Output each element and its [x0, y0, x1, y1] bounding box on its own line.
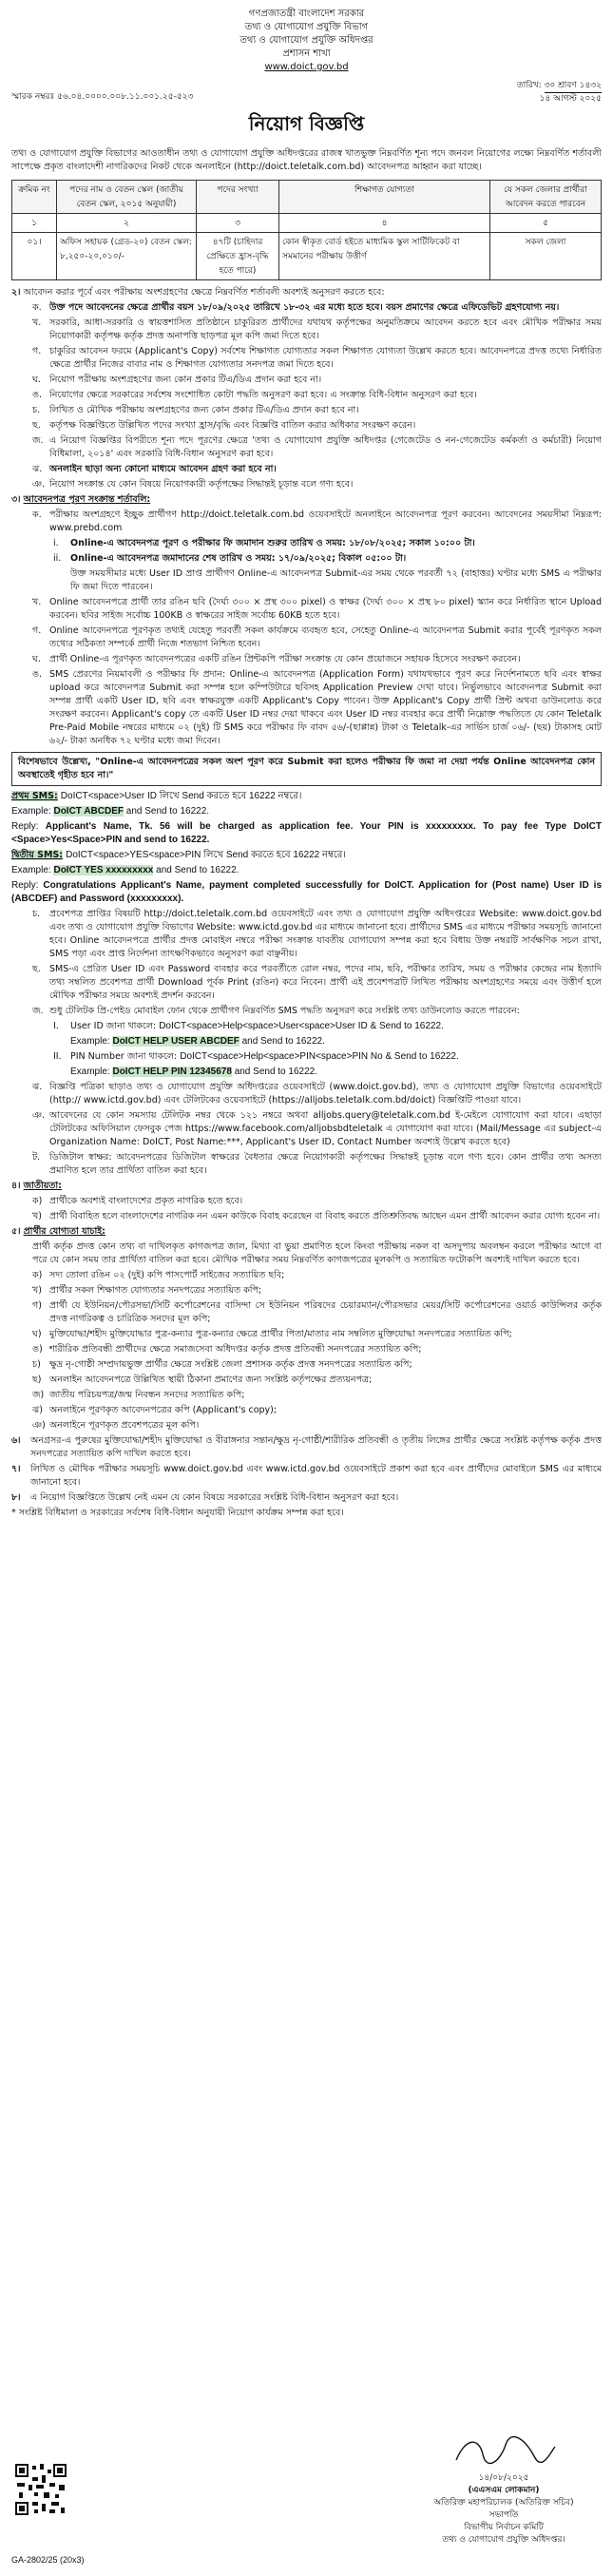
application-item-text: প্রার্থী Online-এ পূরণকৃত আবেদনপত্রের একটি রঙিন প্রিন্টকপি পরীক্ষা সংক্রান্ত যে কোন প্রয়োজনে সহায়ক হিসেবে সংরক্ষণ করবেন।: [49, 654, 521, 664]
application-end-text: Online-এ আবেদনপত্র জমাদানের শেষ তারিখ ও সময়: ১৭/০৯/২০২৫; বিকাল ০৫:০০ টা।: [70, 553, 407, 564]
posts-table: [11, 180, 602, 280]
document-text: অনলাইনে পূরণকৃত প্রবেশপত্রের মূল কপি।: [49, 1420, 200, 1431]
signature-block: [413, 2433, 594, 2547]
condition-num: খ.: [32, 317, 42, 328]
col-num: ২: [57, 214, 197, 233]
cell-serial: ০১।: [12, 233, 57, 280]
nationality-num: ক): [32, 1196, 43, 1206]
application-item-text: বিজ্ঞপ্তি পত্রিকা ছাড়াও তথ্য ও যোগাযোগ প্রযুক্তি অধিদপ্তরের ওয়েবসাইটে (www.doict.gov.bd), তথ্য ও যোগাযোগ প্রযুক্তি বিভাগের ওয়েবসাইটে (http:// www.ictd.gov.bd) এবং টেলিটকের ওয়েবসাইটে (https://alljobs.teletalk.com.bd/doict) বিজ্ঞপ্তিটি পাওয়া যাবে।: [49, 1082, 602, 1105]
help-example-code: DoICT HELP PIN 12345678: [112, 1067, 232, 1077]
eligibility-intro-text: প্রার্থী কর্তৃক প্রদত্ত কোন তথ্য বা দাখিলকৃত কাগজপত্র জাল, মিথ্যা বা ভুয়া প্রমাণিত হলে কিংবা পরীক্ষায় নকল বা অসদুপায় অবলম্বন করলে পরীক্ষার আগে বা পরে যে কোন সময় তার প্রার্থিতা বাতিল করা হবে। মৌখিক পরীক্ষার সময় নিম্নবর্ণিত কাগজপত্রের মূলকপি ও সত্যায়িত ফটোকপি অবশ্যই দাখিল করতে হবে।: [32, 1241, 602, 1265]
document-text: ক্ষুদ্র নৃ-গোষ্ঠী সম্প্রদায়ভুক্ত প্রার্থীর ক্ষেত্রে সংশ্লিষ্ট জেলা প্রশাসক কর্তৃক প্রদত্ত সনদপত্রের সত্যায়িত কপি;: [49, 1359, 412, 1370]
application-item-text: Online আবেদনপত্রে পূরণকৃত তথ্যই যেহেতু পরবর্তী সকল কার্যক্রমে ব্যবহৃত হবে, সেহেতু Online-এ আবেদনপত্র Submit করার পূর্বেই পূরণকৃত সকল তথ্যের সঠিকতা সম্পর্কে প্রার্থী নিজে শতভাগ নিশ্চিত হবেন।: [49, 625, 602, 649]
conditions-section: [11, 286, 602, 491]
condition-num: গ.: [32, 346, 42, 356]
intro-text: তথ্য ও যোগাযোগ প্রযুক্তি বিভাগের আওতাধীন তথ্য ও যোগাযোগ প্রযুক্তি অধিদপ্তরের রাজস্ব খাতভুক্ত নিম্নবর্ণিত শূন্য পদে জনবল নিয়োগের লক্ষ্যে নিম্নবর্ণিত শর্তাবলী সাপেক্ষে প্রকৃত বাংলাদেশী নাগরিকদের নিকট থেকে অনলাইনে (http://doict.teletalk.com.bd) আবেদনপত্র আহ্বান করা যাচ্ছে।: [11, 148, 602, 172]
sms1-example-code: DoICT ABCDEF: [53, 806, 124, 817]
application-item: ঙ. SMS প্রেরণের নিয়মাবলী ও পরীক্ষার ফি প্রদান: Online-এ আবেদনপত্র (Application Form) যথাযথভাবে পূরণ করে নির্দেশনামতে ছবি এবং স্বাক্ষর upload করে আবেদনপত্র Submit করা সম্পন্ন হলে কম্পিউটারে ছবিসহ Application Preview দেখা যাবে। নির্ভুলভাবে আবেদনপত্র Submit করা সম্পন্ন প্রার্থী একটি User ID, ছবি এবং স্বাক্ষরযুক্ত একটি Applicant's Copy পাবেন। উক্ত Applicant's Copy প্রার্থী প্রিন্ট অথবা ডাউনলোড করে সংরক্ষণ করবেন। Applicant's copy তে একটি User ID নম্বর দেয়া থাকবে এবং User ID নম্বর ব্যবহার করে প্রার্থী নিম্নোক্ত পদ্ধতিতে যে কোন Teletalk Pre-Paid Mobile নম্বরের মাধ্যমে ০২ (দুই) টি SMS করে পরীক্ষার ফি বাবদ ৫৬/-(ছাপ্পান্ন) টাকা ও Teletalk-এর সার্ভিস চার্জ ০৬/- (ছয়) টাকাসহ মোট ৬২/- টাকা অনধিক ৭২ ঘণ্টার মধ্যে জমা দিবেন।: [32, 669, 602, 746]
condition-text: নিয়োগের ক্ষেত্রে সরকারের সর্বশেষ সংশোধিত কোটা পদ্ধতি অনুসরণ করা হবে। এ সংক্রান্ত বিধি-বিধান অনুসরণ করা হবে।: [49, 390, 477, 400]
document-item: [32, 1269, 602, 1282]
sms1-example-tail: and Send to 16222.: [125, 806, 210, 817]
application-item-text: Online আবেদনপত্রে প্রার্থী তার রঙিন ছবি (দৈর্ঘ্য ৩০০ × প্রস্থ ৩০০ pixel) ও স্বাক্ষর (দৈর্ঘ্য ৩০০ × প্রস্থ ৮০ pixel) স্ক্যান করে নির্ধারিত স্থানে Upload করবেন। ছবির সাইজ সর্বোচ্চ 100KB ও স্বাক্ষরের সাইজ সর্বোচ্চ 60KB হতে হবে।: [49, 597, 602, 621]
sms2-reply-label: Reply:: [11, 880, 39, 891]
document-num: ঝ): [32, 1405, 43, 1415]
condition-item: [32, 463, 602, 476]
signatory-name: (এএসএম লোকমান): [468, 2486, 540, 2495]
application-end: ii. Online-এ আবেদনপত্র জমাদানের শেষ তারিখ ও সময়: ১৭/০৯/২০২৫; বিকাল ০৫:০০ টা।: [53, 552, 602, 566]
cell-education: কোন স্বীকৃত বোর্ড হইতে মাধ্যমিক স্কুল সার্টিফিকেট বা সমমানের পরীক্ষায় উত্তীর্ণ: [279, 233, 490, 280]
sms2-example-label: Example:: [11, 865, 51, 875]
misc-text: লিখিত ও মৌখিক পরীক্ষার সময়সূচি www.doict.gov.bd এবং www.ictd.gov.bd ওয়েবসাইটে প্রকাশ করা হবে এবং প্রার্থীদের মোবাইলে SMS এর মাধ্যমে জানানো হবে।: [30, 1464, 602, 1488]
division-name: তথ্য ও যোগাযোগ প্রযুক্তি বিভাগ: [244, 22, 369, 32]
document-num: ঞ): [32, 1420, 46, 1431]
sms2-example-code: DoICT YES xxxxxxxxx: [53, 865, 154, 875]
warning-text: বিশেষভাবে উল্লেখ্য, "Online-এ আবেদনপত্রের সকল অংশ পূরণ করে Submit করা হলেও পরীক্ষার ফি জমা না দেয়া পর্যন্ত Online আবেদনপত্র কোন অবস্থাতেই গৃহীত হবে না।": [18, 757, 595, 780]
eligibility-intro: [32, 1240, 602, 1267]
help-example-code: DoICT HELP USER ABCDEF: [112, 1036, 239, 1047]
branch-name: প্রশাসন শাখা: [282, 48, 331, 59]
sms1-reply-label: Reply:: [11, 821, 39, 832]
signatory-designation: অতিরিক্ত মহাপরিচালক (অতিরিক্ত সচিব): [433, 2498, 574, 2508]
cell-district: সকল জেলা: [490, 233, 602, 280]
document-num: ঘ): [32, 1329, 42, 1339]
condition-text: উক্ত পদে আবেদনের ক্ষেত্রে প্রার্থীর বয়স ১৮/০৯/২০২৫ তারিখে ১৮-৩২ এর মধ্যে হতে হবে। বয়স প্রমাণের ক্ষেত্রে এফিডেভিট গ্রহণযোগ্য নয়।: [49, 302, 560, 313]
eligibility-head: ৫। প্রার্থীর যোগ্যতা যাচাই:: [11, 1226, 105, 1237]
document-text: মুক্তিযোদ্ধা/শহীদ মুক্তিযোদ্ধার পুত্র-কন্যার পুত্র-কন্যার ক্ষেত্রে প্রার্থীর পিতা/মাতার নাম সম্বলিত মুক্তিযোদ্ধা সনদপত্রের সত্যায়িত কপি;: [49, 1329, 512, 1339]
condition-num: ঝ.: [32, 464, 43, 474]
condition-num: ঙ.: [32, 390, 42, 400]
signatory-committee: বিভাগীয় নির্বাচন কমিটি: [464, 2523, 544, 2532]
help-example-tail: and Send to 16222.: [241, 1036, 325, 1047]
col-education: শিক্ষাগত যোগ্যতা: [279, 181, 490, 214]
application-item: ছ. SMS-এ প্রেরিত User ID এবং Password ব্যবহার করে পরবর্তীতে রোল নম্বর, পদের নাম, ছবি, পরীক্ষার তারিখ, সময় ও পরীক্ষার কেন্দ্রের নাম ইত্যাদি তথ্য সম্বলিত প্রবেশপত্র প্রার্থী Download পূর্বক Print (রঙিন) করে নিবেন। প্রার্থী এই প্রবেশপত্রটি লিখিত পরীক্ষায় অংশগ্রহণের সময়ে এবং উত্তীর্ণ হলে মৌখিক পরীক্ষার সময়ে অবশ্যই প্রদর্শন করবেন।: [32, 964, 602, 1001]
table-header-row: [12, 181, 602, 214]
application-section: [11, 493, 602, 1178]
date-block: [517, 80, 602, 106]
document-item: [32, 1374, 602, 1387]
help-format: DoICT<space>Help<space>User<space>User ID & Send to 16222.: [159, 1021, 444, 1031]
condition-item: [32, 345, 602, 372]
sms2-reply-text: Congratulations Applicant's Name, payment completed successfully for DoICT. Application for (Post name) User ID is (ABCDEF) and Password (xxxxxxxxx).: [11, 880, 602, 904]
sms1-example: [11, 805, 602, 818]
col-serial: ক্রমিক নং: [12, 181, 57, 214]
misc-item: ৬। অনগ্রসর-এ পুরুষের মুক্তিযোদ্ধা/শহীদ মুক্তিযোদ্ধা ও বীরাঙ্গনার সন্তান/ক্ষুদ্র নৃ-গোষ্ঠী/শারীরিক প্রতিবন্ধী ও তৃতীয় লিঙ্গের প্রার্থীর ক্ষেত্রে সংশ্লিষ্ট কর্তৃপক্ষ কর্তৃক প্রদত্ত সনদপত্রের সত্যায়িত কপি দাখিল করতে হবে।: [11, 1435, 602, 1459]
cell-post: অফিস সহায়ক (গ্রেড-২০) বেতন স্কেল: ৮,২৫০-২০,০১০/-: [57, 233, 197, 280]
document-item: [32, 1299, 602, 1326]
nationality-item: [32, 1195, 602, 1208]
misc-item: ৮। এ নিয়োগ বিজ্ঞপ্তিতে উল্লেখ নেই এমন যে কোন বিষয়ে সরকারের সংশ্লিষ্ট বিধি-বিধান অনুসরণ করা হবে।: [11, 1491, 602, 1505]
application-item-text: প্রবেশপত্র প্রাপ্তির বিষয়টি http://doict.teletalk.com.bd ওয়েবসাইটে এবং তথ্য ও যোগাযোগ প্রযুক্তি অধিদপ্তরের Website: www.doict.gov.bd এবং তথ্য ও যোগাযোগ প্রযুক্তি বিভাগের Website: www.ictd.gov.bd এর মাধ্যমে জানানো হবে। প্রার্থীদের SMS এর মাধ্যমে পরীক্ষার সময়সূচি জানানো হবে। Online আবেদনপত্রে প্রার্থীর প্রদত্ত মোবাইল নম্বরে পরীক্ষা সংক্রান্ত যাবতীয় যোগাযোগ সম্পন্ন করা হবে বিধায় উক্ত নম্বরটি সার্বক্ষণিক সচল রাখা, SMS পড়া এবং প্রাপ্ত নির্দেশনা তাৎক্ষণিকভাবে অনুসরণ করা বাঞ্ছনীয়।: [49, 909, 602, 959]
condition-text: কর্তৃপক্ষ বিজ্ঞপ্তিতে উল্লিখিত পদের সংখ্যা হ্রাস/বৃদ্ধি এবং বিজ্ঞপ্তি বাতিল করার অধিকার সংরক্ষণ করেন।: [49, 420, 416, 431]
eligibility-section: [11, 1225, 602, 1432]
document-num: ক): [32, 1270, 43, 1280]
condition-text: নিয়োগ পরীক্ষায় অংশগ্রহণের জন্য কোন প্রকার টিএ/ডিএ প্রদান করা হবে না।: [49, 375, 322, 385]
application-note: [70, 567, 602, 594]
condition-item: [32, 389, 602, 402]
condition-num: ছ.: [32, 420, 41, 431]
website-link[interactable]: www.doict.gov.bd: [264, 62, 349, 72]
col-num: ৫: [490, 214, 602, 233]
condition-text: চাকুরির আবেদন ফরমে (Applicant's Copy) সর্বশেষ শিক্ষাগত যোগ্যতার সকল শিক্ষাগত যোগ্যতা উল্লেখ করতে হবে। আবেদনপত্রে প্রদত্ত তথ্যে নির্ধারিত ক্ষেত্রে প্রার্থীর নিজের বাবার নাম ও শিক্ষাগত যোগ্যতার সনদপত্র জমা দিতে হবে।: [49, 346, 602, 370]
condition-num: ক.: [32, 302, 42, 313]
col-post: পদের নাম ও বেতন স্কেল (জাতীয় বেতন স্কেল, ২০১৫ অনুযায়ী): [57, 181, 197, 214]
date-label: তারিখ:: [516, 81, 542, 90]
application-note-text: উক্ত সময়সীমার মধ্যে User ID প্রাপ্ত প্রার্থীগণ Online-এ আবেদনপত্র Submit-এর সময় থেকে পরবর্তী ৭২ (বাহাত্তর) ঘণ্টার মধ্যে SMS এ পরীক্ষার ফি জমা দিতে পারবেন।: [70, 568, 602, 592]
document-text: অনলাইনে পূরণকৃত আবেদনপত্রের কপি (Applicant's copy);: [49, 1405, 278, 1415]
help-user-example: [70, 1035, 602, 1048]
help-pin: [53, 1050, 602, 1064]
sms2-reply: [11, 879, 602, 906]
condition-text: লিখিত ও মৌখিক পরীক্ষায় অংশগ্রহণের জন্য কোন প্রকার টিএ/ডিএ প্রদান করা হবে না।: [49, 405, 359, 415]
document-item: [32, 1328, 602, 1341]
sms1-example-label: Example:: [11, 806, 51, 817]
application-item: ট. ডিজিটাল স্বাক্ষর: আবেদনপত্রের ডিজিটাল স্বাক্ষরের বৈধতার ক্ষেত্রে নিয়োগকারী কর্তৃপক্ষের সিদ্ধান্তই চূড়ান্ত বলে গণ্য হবে। কোন প্রার্থীর তথ্য অসত্য প্রমাণিত হলে তার প্রার্থিতা বাতিল করা হবে।: [32, 1152, 602, 1176]
condition-num: চ.: [32, 405, 41, 415]
application-intro-text: পরীক্ষায় অংশগ্রহণে ইচ্ছুক প্রার্থীগণ http://doict.teletalk.com.bd ওয়েবসাইটে অনলাইনে আবেদনপত্র পূরণ করবেন। আবেদনের সময়সীমা নিম্নরূপ: www.prebd.com: [49, 509, 602, 533]
application-item: ঘ. প্রার্থী Online-এ পূরণকৃত আবেদনপত্রের একটি রঙিন প্রিন্টকপি পরীক্ষা সংক্রান্ত যে কোন প্রয়োজনে সহায়ক হিসেবে সংরক্ষণ করবেন।: [32, 653, 602, 666]
condition-item: [32, 404, 602, 417]
application-item: চ. প্রবেশপত্র প্রাপ্তির বিষয়টি http://doict.teletalk.com.bd ওয়েবসাইটে এবং তথ্য ও যোগাযোগ প্রযুক্তি অধিদপ্তরের Website: www.doict.gov.bd এবং তথ্য ও যোগাযোগ প্রযুক্তি বিভাগের Website: www.ictd.gov.bd এর মাধ্যমে জানানো হবে। প্রার্থীদের SMS এর মাধ্যমে পরীক্ষার সময়সূচি জানানো হবে। Online আবেদনপত্রে প্রার্থীর প্রদত্ত মোবাইল নম্বরে পরীক্ষা সংক্রান্ত যাবতীয় যোগাযোগ সম্পন্ন করা হবে বিধায় উক্ত নম্বরটি সার্বক্ষণিক সচল রাখা, SMS পড়া এবং প্রাপ্ত নির্দেশনা তাৎক্ষণিকভাবে অনুসরণ করা বাঞ্ছনীয়।: [32, 909, 602, 959]
eligibility-head-text: প্রার্থীর যোগ্যতা যাচাই:: [23, 1226, 105, 1237]
document-num: ছ): [32, 1375, 42, 1385]
condition-text: নিয়োগ সংক্রান্ত যে কোন বিষয়ে নিয়োগকারী কর্তৃপক্ষের সিদ্ধান্তই চূড়ান্ত বলে গণ্য হবে।: [49, 479, 354, 490]
document-text: অনলাইন আবেদনপত্রে উল্লিখিত স্থায়ী ঠিকানা প্রমাণের জন্য সংশ্লিষ্ট কর্তৃপক্ষের প্রত্যয়নপত্র;: [49, 1375, 373, 1385]
application-head-text: আবেদনপত্র পূরণ সংক্রান্ত শর্তাবলি:: [23, 494, 151, 505]
warning-box: [11, 752, 602, 786]
document-text: সদ্য তোলা রঙিন ০২ (দুই) কপি পাসপোর্ট সাইজের সত্যায়িত ছবি;: [49, 1270, 285, 1280]
signatory-office: তথ্য ও যোগাযোগ প্রযুক্তি অধিদপ্তর।: [442, 2535, 565, 2545]
application-item: জ. শুধু টেলিটক প্রি-পেইড মোবাইল ফোন থেকে প্রার্থীগণ নিম্নবর্ণিত SMS পদ্ধতি অনুসরণ করে সংশ্লিষ্ট তথ্য ডাউনলোড করতে পারবেন:: [32, 1005, 602, 1018]
qr-code-icon: [13, 2462, 68, 2517]
application-item: গ. Online আবেদনপত্রে পূরণকৃত তথ্যই যেহেতু পরবর্তী সকল কার্যক্রমে ব্যবহৃত হবে, সেহেতু Online-এ আবেদনপত্র Submit করার পূর্বেই পূরণকৃত সকল তথ্যের সঠিকতা সম্পর্কে প্রার্থী নিজে শতভাগ নিশ্চিত হবেন।: [32, 625, 602, 649]
document-num: ঙ): [32, 1344, 43, 1355]
govt-name: গণপ্রজাতন্ত্রী বাংলাদেশ সরকার: [248, 9, 365, 19]
nationality-num: খ): [32, 1211, 42, 1221]
nationality-text: প্রার্থীকে অবশ্যই বাংলাদেশের প্রকৃত নাগরিক হতে হবে।: [49, 1196, 243, 1206]
application-start-text: Online-এ আবেদনপত্র পূরণ ও পরীক্ষার ফি জমাদান শুরুর তারিখ ও সময়: ১৮/০৮/২০২৫; সকাল ১০:০০ টা।: [70, 538, 475, 548]
help-example-label: Example:: [70, 1036, 110, 1047]
footer-code: GA-2802/25 (20x3): [11, 2555, 85, 2565]
help-example-label: Example:: [70, 1067, 110, 1077]
col-count: পদের সংখ্যা: [197, 181, 279, 214]
table-row: [12, 233, 602, 280]
condition-text: অনলাইন ছাড়া অন্য কোনো মাধ্যমে আবেদন গ্রহণ করা হবে না।: [49, 464, 277, 474]
sms1-reply-text: Applicant's Name, Tk. 56 will be charged as application fee. Your PIN is xxxxxxxxx. To pay fee Type DoICT <Space>Yes<Space>PIN and send to 16222.: [11, 821, 603, 845]
sms2-label: দ্বিতীয় SMS:: [11, 850, 64, 860]
sms2-format: [11, 849, 602, 862]
table-number-row: [12, 214, 602, 233]
application-item-text: ডিজিটাল স্বাক্ষর: আবেদনপত্রের ডিজিটাল স্বাক্ষরের বৈধতার ক্ষেত্রে নিয়োগকারী কর্তৃপক্ষের সিদ্ধান্তই চূড়ান্ত বলে গণ্য হবে। কোন প্রার্থীর তথ্য অসত্য প্রমাণিত হলে তার প্রার্থিতা বাতিল করা হবে।: [49, 1152, 602, 1176]
sms2-example: [11, 864, 602, 877]
application-item: ঞ. আবেদনের যে কোন সমস্যায় টেলিটক নম্বর থেকে ১২১ নম্বরে অথবা alljobs.query@teletalk.com.bd ই-মেইলে যোগাযোগ করা যাবে। এছাড়া টেলিটকের অফিসিয়াল ফেসবুক পেজ https://www.facebook.com/alljobsbdteletalk এ যোগাযোগ করা যাবে। (Mail/Message এর subject-এ Organization Name: DoICT, Post Name:***, Applicant's User ID, Contact Number অবশ্যই উল্লেখ করতে হবে): [32, 1110, 602, 1147]
help-label: PIN Number জানা থাকলে:: [70, 1051, 178, 1062]
application-intro: ক. পরীক্ষায় অংশগ্রহণে ইচ্ছুক প্রার্থীগণ http://doict.teletalk.com.bd ওয়েবসাইটে অনলাইনে আবেদনপত্র পূরণ করবেন। আবেদনের সময়সীমা নিম্নরূপ: www.prebd.com: [32, 509, 602, 533]
footnote: * সংশ্লিষ্ট বিধিমালা ও সরকারের সর্বশেষ বিধি-বিধান অনুযায়ী নিয়োগ কার্যক্রম সম্পন্ন করা হবে।: [11, 1508, 344, 1518]
document-item: [32, 1358, 602, 1372]
conditions-lead: ২। আবেদন করার পূর্বে এবং পরীক্ষায় অংশগ্রহণের ক্ষেত্রে নিম্নবর্ণিত শর্তাবলী অবশ্যই অনুসরণ করতে হবে:: [11, 287, 385, 298]
document-item: [32, 1389, 602, 1402]
condition-item: [32, 317, 602, 343]
col-num: ৪: [279, 214, 490, 233]
misc-text: অনগ্রসর-এ পুরুষের মুক্তিযোদ্ধা/শহীদ মুক্তিযোদ্ধা ও বীরাঙ্গনার সন্তান/ক্ষুদ্র নৃ-গোষ্ঠী/শারীরিক প্রতিবন্ধী ও তৃতীয় লিঙ্গের প্রার্থীর ক্ষেত্রে সংশ্লিষ্ট কর্তৃপক্ষ কর্তৃক প্রদত্ত সনদপত্রের সত্যায়িত কপি দাখিল করতে হবে।: [30, 1435, 602, 1459]
condition-item: [32, 419, 602, 433]
sms1-label: প্রথম SMS:: [11, 791, 58, 801]
date-gregorian: ১৪ আগস্ট ২০২৫: [539, 94, 602, 104]
application-item-text: আবেদনের যে কোন সমস্যায় টেলিটক নম্বর থেকে ১২১ নম্বরে অথবা alljobs.query@teletalk.com.bd ই-মেইলে যোগাযোগ করা যাবে। এছাড়া টেলিটকের অফিসিয়াল ফেসবুক পেজ https://www.facebook.com/alljobsbdteletalk এ যোগাযোগ করা যাবে। (Mail/Message এর subject-এ Organization Name: DoICT, Post Name:***, Applicant's User ID, Contact Number অবশ্যই উল্লেখ করতে হবে): [49, 1110, 602, 1147]
condition-item: [32, 374, 602, 387]
sms1-reply: [11, 820, 602, 847]
nationality-text: প্রার্থী বিবাহিত হলে বাংলাদেশের নাগরিক নন এমন কাউকে বিবাহ করেছেন বা বিবাহ করতে প্রতিশ্রুতিবদ্ধ আছেন এমন প্রার্থী আবেদন করার যোগ্য হবেন না।: [49, 1211, 601, 1221]
intro-paragraph: [11, 147, 602, 174]
col-num: ৩: [197, 214, 279, 233]
nationality-section: [11, 1180, 602, 1223]
col-district: যে সকল জেলার প্রার্থীরা আবেদন করতে পারবেন: [490, 181, 602, 214]
date-bangla: ৩০ শ্রাবণ ১৪৩২: [545, 80, 602, 93]
application-item-text: শুধু টেলিটক প্রি-পেইড মোবাইল ফোন থেকে প্রার্থীগণ নিম্নবর্ণিত SMS পদ্ধতি অনুসরণ করে সংশ্লিষ্ট তথ্য ডাউনলোড করতে পারবেন:: [49, 1006, 520, 1016]
document-item: [32, 1284, 602, 1298]
application-item: ঝ. বিজ্ঞপ্তি পত্রিকা ছাড়াও তথ্য ও যোগাযোগ প্রযুক্তি অধিদপ্তরের ওয়েবসাইটে (www.doict.gov.bd), তথ্য ও যোগাযোগ প্রযুক্তি বিভাগের ওয়েবসাইটে (http:// www.ictd.gov.bd) এবং টেলিটকের ওয়েবসাইটে (https://alljobs.teletalk.com.bd/doict) বিজ্ঞপ্তিটি পাওয়া যাবে।: [32, 1082, 602, 1105]
nationality-head-text: জাতীয়তা:: [23, 1181, 62, 1191]
document-item: [32, 1343, 602, 1356]
document-num: জ): [32, 1390, 45, 1400]
condition-item: [32, 301, 602, 315]
document-num: চ): [32, 1359, 41, 1370]
condition-num: ঘ.: [32, 375, 41, 385]
signature-date: ১৪/০৮/২০২৫: [478, 2473, 529, 2483]
col-num: ১: [12, 214, 57, 233]
nationality-head: ৪। জাতীয়তা:: [11, 1181, 62, 1191]
signature-mark-icon: [447, 2433, 561, 2468]
condition-item: [32, 478, 602, 491]
sms1-format-text: DoICT<space>User ID লিখে Send করতে হবে 16222 নম্বরে।: [60, 791, 302, 801]
condition-num: জ.: [32, 435, 44, 446]
help-num: I.: [53, 1021, 59, 1031]
misc-item: ৭। লিখিত ও মৌখিক পরীক্ষার সময়সূচি www.doict.gov.bd এবং www.ictd.gov.bd ওয়েবসাইটে প্রকাশ করা হবে এবং প্রার্থীদের মোবাইলে SMS এর মাধ্যমে জানানো হবে।: [11, 1464, 602, 1488]
sms2-example-tail: and Send to 16222.: [156, 865, 239, 875]
sms1-format: [11, 790, 602, 803]
help-label: User ID জানা থাকলে:: [70, 1021, 157, 1031]
directorate-name: তথ্য ও যোগাযোগ প্রযুক্তি অধিদপ্তর: [239, 35, 374, 46]
conditions-lead-text: আবেদন করার পূর্বে এবং পরীক্ষায় অংশগ্রহণের ক্ষেত্রে নিম্নবর্ণিত শর্তাবলী অবশ্যই অনুসরণ করতে হবে:: [23, 287, 385, 298]
misc-text: এ নিয়োগ বিজ্ঞপ্তিতে উল্লেখ নেই এমন যে কোন বিষয়ে সরকারের সংশ্লিষ্ট বিধি-বিধান অনুসরণ করা হবে।: [30, 1492, 399, 1503]
document-item: [32, 1419, 602, 1432]
page-title: নিয়োগ বিজ্ঞপ্তি: [248, 112, 365, 135]
application-item-text: SMS-এ প্রেরিত User ID এবং Password ব্যবহার করে পরবর্তীতে রোল নম্বর, পদের নাম, ছবি, পরীক্ষার তারিখ, সময় ও পরীক্ষার কেন্দ্রের নাম ইত্যাদি তথ্য সম্বলিত প্রবেশপত্র প্রার্থী Download পূর্বক Print (রঙিন) করে নিবেন। প্রার্থী এই প্রবেশপত্রটি লিখিত পরীক্ষায় অংশগ্রহণের সময়ে এবং উত্তীর্ণ হলে মৌখিক পরীক্ষার সময়ে অবশ্যই প্রদর্শন করবেন।: [49, 964, 602, 1001]
document-item: [32, 1404, 602, 1417]
document-text: প্রার্থীর সকল শিক্ষাগত যোগ্যতার সনদপত্রের সত্যায়িত কপি;: [49, 1285, 262, 1296]
memo-number: স্মারক নম্বরঃ ৫৬.০৪.০০০০.০০৮.১১.০০১.২৫-৫২৩: [11, 92, 194, 102]
condition-num: ঞ.: [32, 479, 46, 490]
condition-text: এ নিয়োগ বিজ্ঞপ্তির বিপরীতে শূন্য পদে পূরণের ক্ষেত্রে 'তথ্য ও যোগাযোগ প্রযুক্তি অধিদপ্তর (গেজেটেড ও নন-গেজেটেড কর্মকর্তা ও কর্মচারী) নিয়োগ বিধিমালা, ২০১৪' এবং সরকারি বিধি-বিধান অনুসরণ করা হবে।: [49, 435, 602, 459]
cell-count: ৪৭টি (চাহিদার প্রেক্ষিতে হ্রাস-বৃদ্ধি হতে পারে): [197, 233, 279, 280]
misc-section: [11, 1434, 602, 1520]
nationality-item: [32, 1210, 602, 1223]
application-start: i. Online-এ আবেদনপত্র পূরণ ও পরীক্ষার ফি জমাদান শুরুর তারিখ ও সময়: ১৮/০৮/২০২৫; সকাল ১০:০০ টা।: [53, 537, 602, 550]
condition-text: সরকারি, আধা-সরকারি ও স্বায়ত্তশাসিত প্রতিষ্ঠানে চাকুরিরত প্রার্থীদের যথাযথ কর্তৃপক্ষের অনুমতিক্রমে আবেদন করতে হবে এবং মৌখিক পরীক্ষার সময় নিয়োগকারী কর্তৃপক্ষ কর্তৃক প্রদত্ত অনাপত্তি ছাড়পত্র মূল কপি জমা দিতে হবে।: [49, 317, 602, 341]
reference-row: [11, 80, 602, 108]
help-example-tail: and Send to 16222.: [234, 1067, 317, 1077]
sms2-format-text: DoICT<space>YES<space>PIN লিখে Send করতে হবে 16222 নম্বরে।: [66, 850, 346, 860]
application-item-text: SMS প্রেরণের নিয়মাবলী ও পরীক্ষার ফি প্রদান: Online-এ আবেদনপত্র (Application Form) যথাযথভাবে পূরণ করে নির্দেশনামতে ছবি এবং স্বাক্ষর upload করে আবেদনপত্র Submit করা সম্পন্ন হলে কম্পিউটারে ছবিসহ Application Preview দেখা যাবে। নির্ভুলভাবে আবেদনপত্র Submit করা সম্পন্ন প্রার্থী একটি User ID, ছবি এবং স্বাক্ষরযুক্ত একটি Applicant's Copy পাবেন। উক্ত Applicant's Copy প্রার্থী প্রিন্ট অথবা ডাউনলোড করে সংরক্ষণ করবেন। Applicant's copy তে একটি User ID নম্বর দেয়া থাকবে এবং User ID নম্বর ব্যবহার করে প্রার্থী নিম্নোক্ত পদ্ধতিতে যে কোন Teletalk Pre-Paid Mobile নম্বরের মাধ্যমে ০২ (দুই) টি SMS করে পরীক্ষার ফি বাবদ ৫৬/-(ছাপ্পান্ন) টাকা ও Teletalk-এর সার্ভিস চার্জ ০৬/- (ছয়) টাকাসহ মোট ৬২/- টাকা অনধিক ৭২ ঘণ্টার মধ্যে জমা দিবেন।: [49, 669, 602, 746]
letterhead: [11, 8, 602, 74]
document-text: প্রার্থী যে ইউনিয়ন/পৌরসভা/সিটি কর্পোরেশনের বাসিন্দা সে ইউনিয়ন পরিষদের চেয়ারম্যান/পৌরসভার মেয়র/সিটি কর্পোরেশনের ওয়ার্ড কাউন্সিলর কর্তৃক প্রদত্ত নাগরিকত্ব ও চারিত্রিক সনদের মূল কপি;: [49, 1300, 602, 1324]
help-format: DoICT<space>Help<space>PIN<space>PIN No & Send to 16222.: [180, 1051, 459, 1062]
application-item: খ. Online আবেদনপত্রে প্রার্থী তার রঙিন ছবি (দৈর্ঘ্য ৩০০ × প্রস্থ ৩০০ pixel) ও স্বাক্ষর (দৈর্ঘ্য ৩০০ × প্রস্থ ৮০ pixel) স্ক্যান করে নির্ধারিত স্থানে Upload করবেন। ছবির সাইজ সর্বোচ্চ 100KB ও স্বাক্ষরের সাইজ সর্বোচ্চ 60KB হতে হবে।: [32, 597, 602, 621]
document-text: শারীরিক প্রতিবন্ধী প্রার্থীদের ক্ষেত্রে সমাজসেবা অধিদপ্তর কর্তৃক প্রদত্ত প্রতিবন্ধী সনদপত্রের সত্যায়িত কপি;: [49, 1344, 422, 1355]
help-pin-example: [70, 1066, 602, 1079]
help-num: II.: [53, 1051, 62, 1062]
signatory-role: সভাপতি: [488, 2510, 519, 2520]
document-num: খ): [32, 1285, 42, 1296]
document-num: গ): [32, 1300, 42, 1311]
application-head: ৩। আবেদনপত্র পূরণ সংক্রান্ত শর্তাবলি:: [11, 494, 151, 505]
condition-item: [32, 434, 602, 461]
document-text: জাতীয় পরিচয়পত্র/জন্ম নিবন্ধন সনদের সত্যায়িত কপি;: [49, 1390, 245, 1400]
help-user-id: [53, 1020, 602, 1033]
